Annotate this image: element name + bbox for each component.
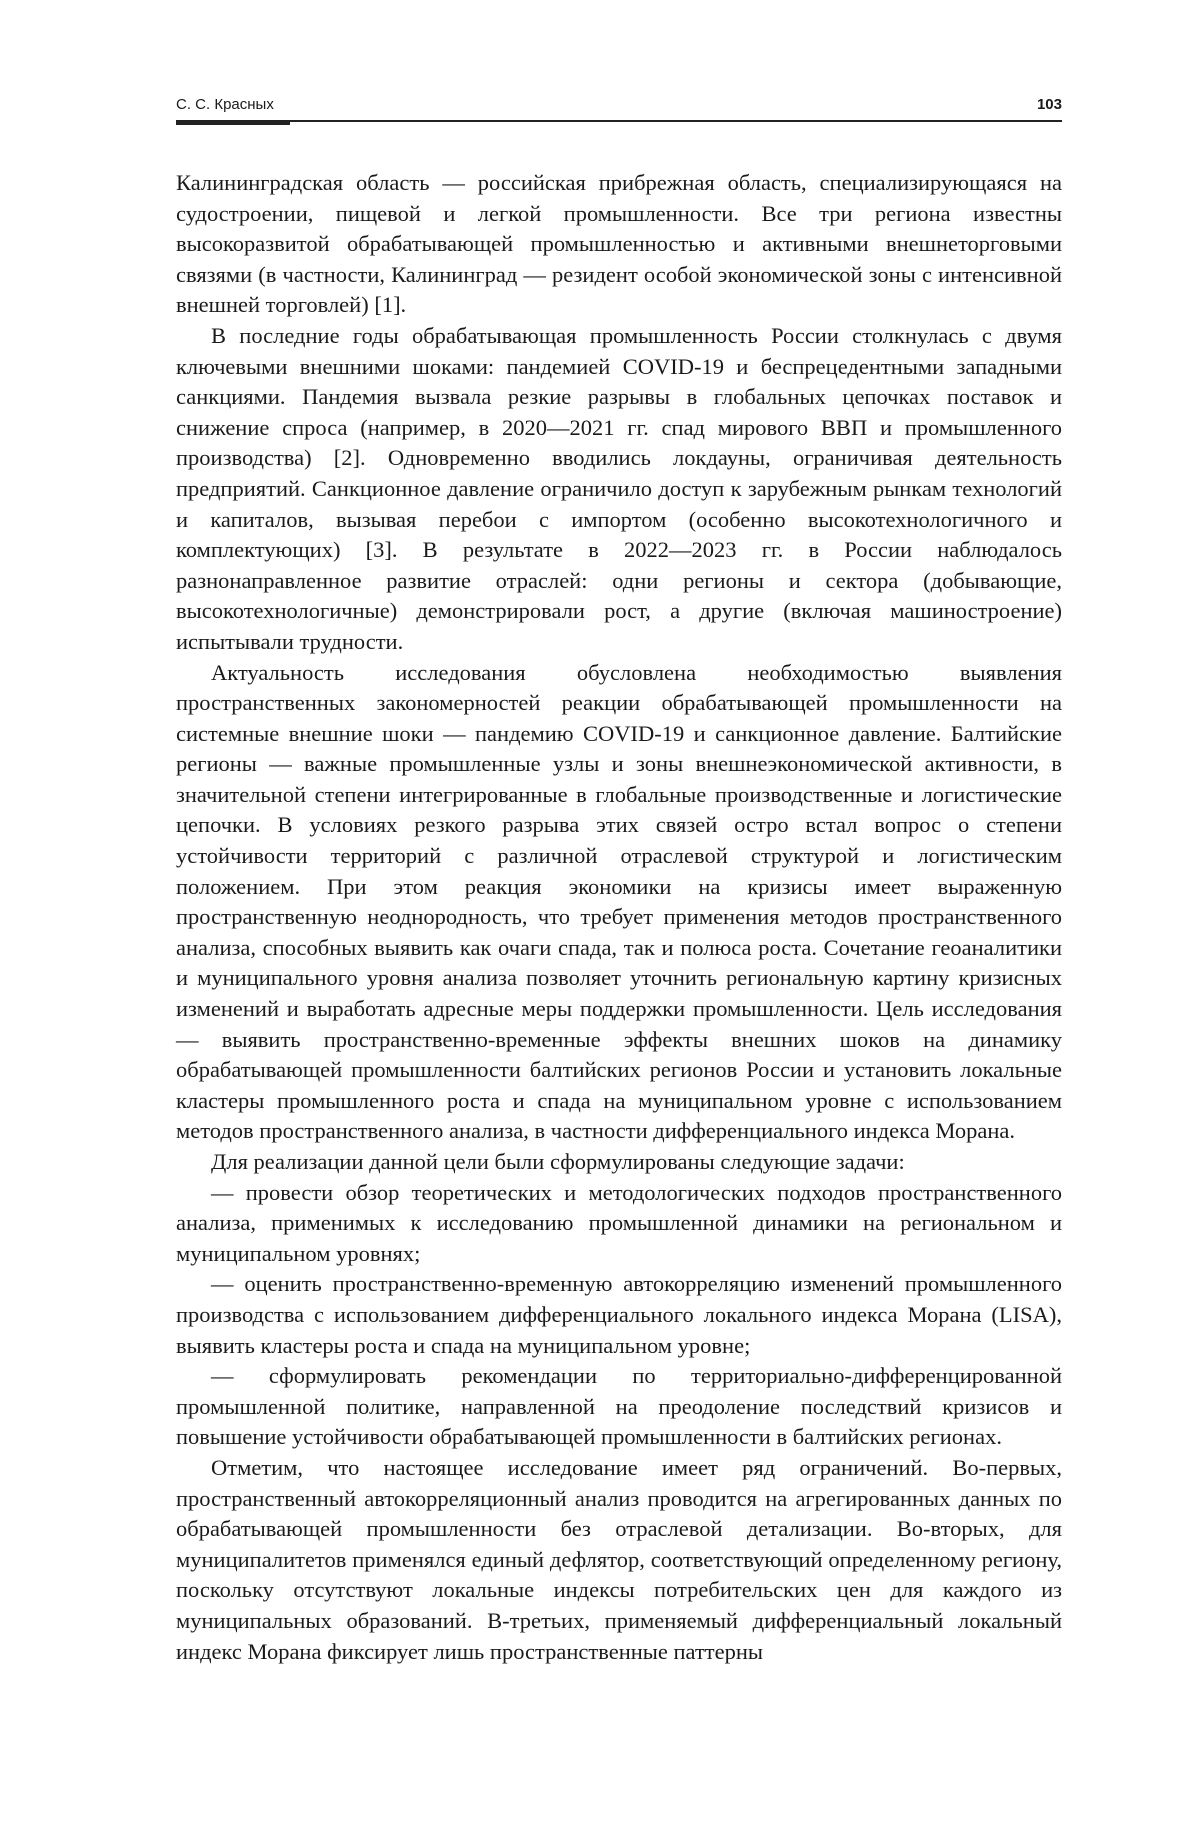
paragraph-3: Актуальность исследования обусловлена необходимостью выявления пространственных закономерностей реакции обрабатывающей промышленности на системные внешние шоки — пандемию COVID-19 и санкционное давление. Балтийские регионы — важные промышленные узлы и зоны внешнеэкономической активности, в значительной степени интегрированные в глобальные производственные и логистические цепочки. В условиях резкого разрыва этих связей остро встал вопрос о степени устойчивости территорий с различной отраслевой структурой и логистическим положением. При этом реакция экономики на кризисы имеет выраженную пространственную неоднородность, что требует применения методов пространственного анализа, способных выявить как очаги спада, так и полюса роста. Сочетание геоаналитики и муниципального уровня анализа позволяет уточнить региональную картину кризисных изменений и выработать адресные меры поддержки промышленности. Цель исследования — выявить пространственно-временные эффекты внешних шоков на динамику обрабатывающей промышленности балтийских регионов России и установить локальные кластеры промышленного роста и спада на муниципальном уровне с использованием методов пространственного анализа, в частности дифференциального индекса Морана. [176,658,1062,1148]
paragraph-1: Калининградская область — российская прибрежная область, специализирующаяся на судостроении, пищевой и легкой промышленности. Все три региона известны высокоразвитой обрабатывающей промышленностью и активными внешнеторговыми связями (в частности, Калининград — резидент особой экономической зоны с интенсивной внешней торговлей) [1]. [176,168,1062,321]
list-item-3: — сформулировать рекомендации по территориально-дифференцированной промышленной политике, направленной на преодоление последствий кризисов и повышение устойчивости обрабатывающей промышленности в балтийских регионах. [176,1361,1062,1453]
paragraph-2: В последние годы обрабатывающая промышленность России столкнулась с двумя ключевыми внешними шоками: пандемией COVID-19 и беспрецедентными западными санкциями. Пандемия вызвала резкие разрывы в глобальных цепочках поставок и снижение спроса (например, в 2020—2021 гг. спад мирового ВВП и промышленного производства) [2]. Одновременно вводились локдауны, ограничивая деятельность предприятий. Санкционное давление ограничило доступ к зарубежным рынкам технологий и капиталов, вызывая перебои с импортом (особенно высокотехнологичного и комплектующих) [3]. В результате в 2022—2023 гг. в России наблюдалось разнонаправленное развитие отраслей: одни регионы и сектора (добывающие, высокотехнологичные) демонстрировали рост, а другие (включая машиностроение) испытывали трудности. [176,321,1062,658]
list-item-1: — провести обзор теоретических и методологических подходов пространственного анализа, применимых к исследованию промышленной динамики на региональном и муниципальном уровнях; [176,1178,1062,1270]
header-rule [176,120,1062,126]
paragraph-5: Отметим, что настоящее исследование имеет ряд ограничений. Во-первых, пространственный автокорреляционный анализ проводится на агрегированных данных по обрабатывающей промышленности без отраслевой детализации. Во-вторых, для муниципалитетов применялся единый дефлятор, соответствующий определенному региону, поскольку отсутствуют локальные индексы потребительских цен для каждого из муниципальных образований. В-третьих, применяемый дифференциальный локальный индекс Морана фиксирует лишь пространственные паттерны [176,1453,1062,1667]
list-item-2: — оценить пространственно-временную автокорреляцию изменений промышленного производства с использованием дифференциального локального индекса Морана (LISA), выявить кластеры роста и спада на муниципальном уровне; [176,1269,1062,1361]
header-rule-thick [176,122,290,125]
header-rule-thin [176,120,1062,122]
paragraph-4: Для реализации данной цели были сформулированы следующие задачи: [176,1147,1062,1178]
author-name: С. С. Красных [176,96,274,114]
body-text [176,168,1062,1667]
running-header [176,96,1062,120]
page-number: 103 [1037,96,1062,114]
page [176,96,1062,1667]
